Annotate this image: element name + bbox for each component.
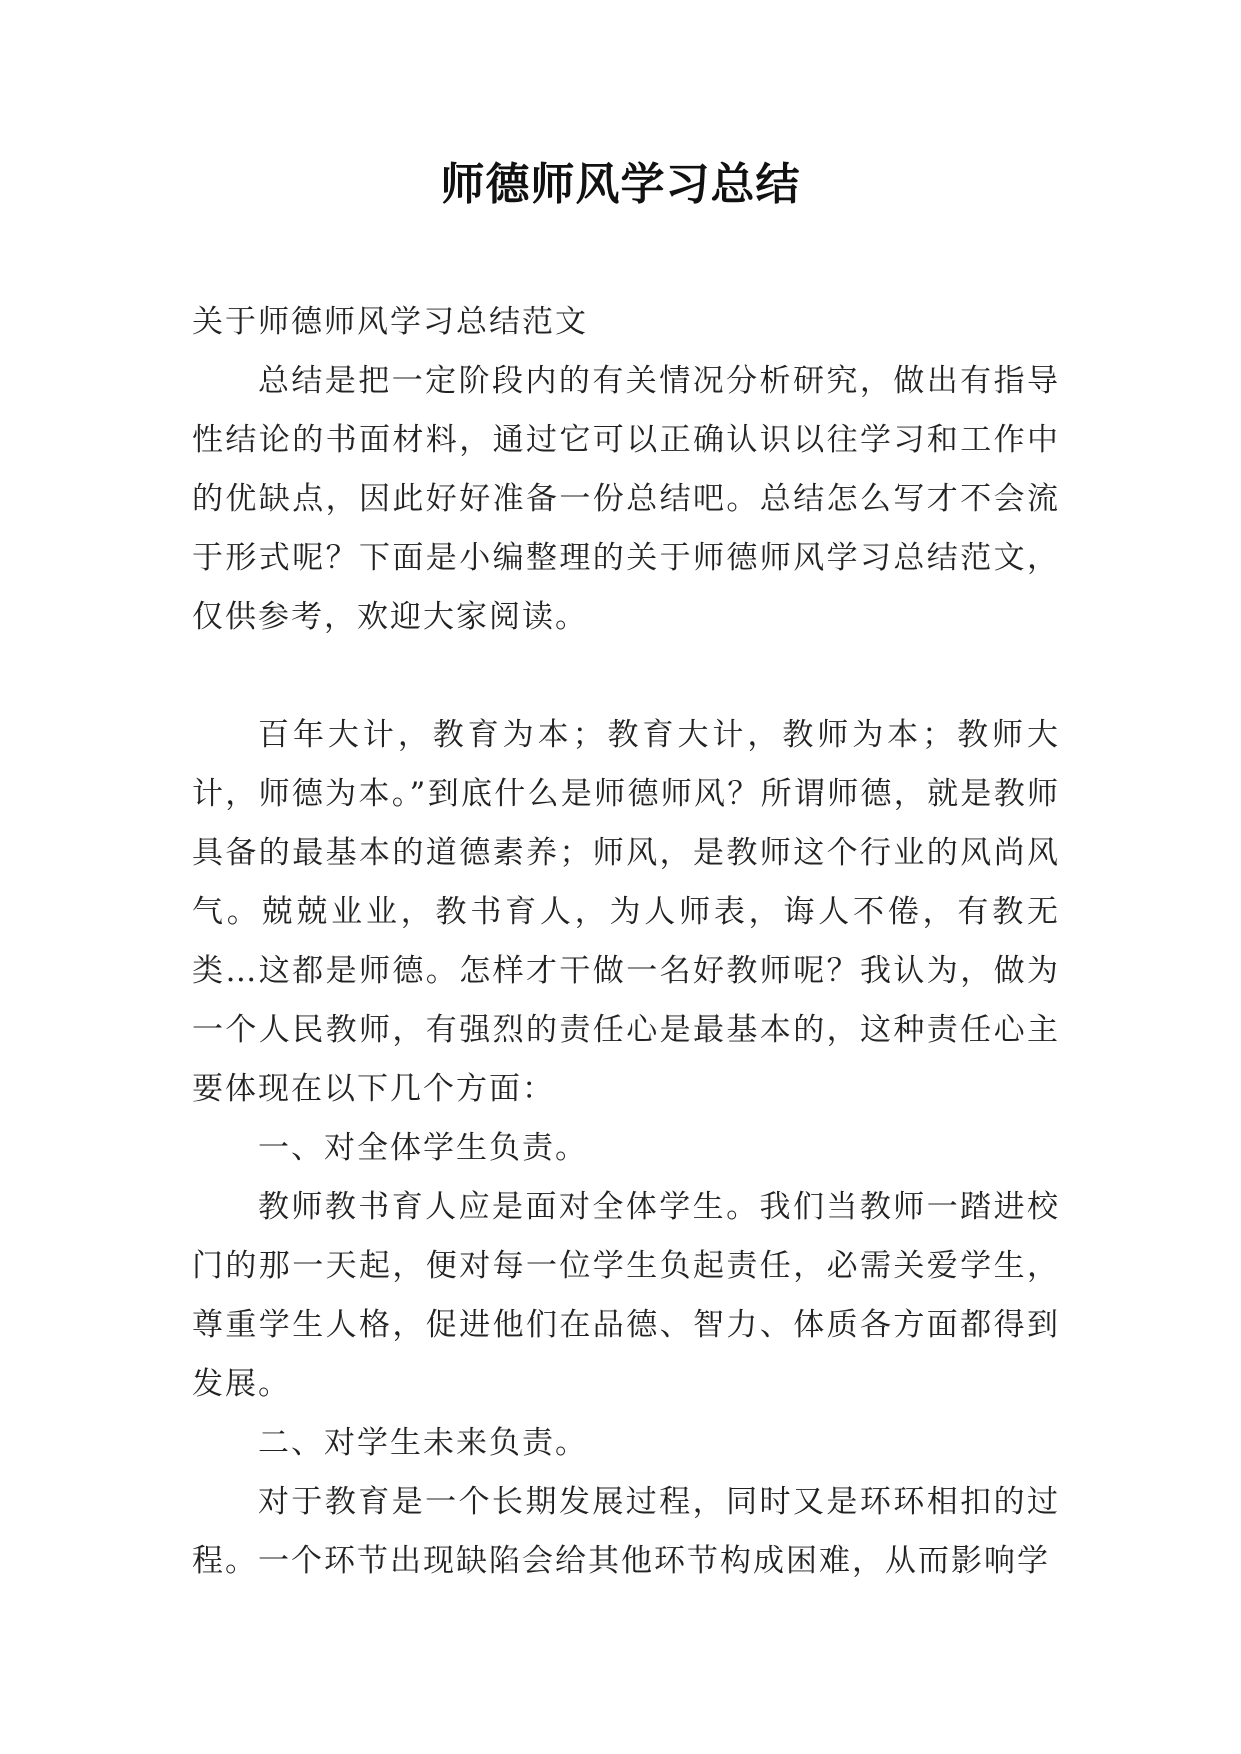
- section-heading-2: 二、对学生未来负责。: [258, 1425, 588, 1461]
- section-heading-1: 一、对全体学生负责。: [258, 1130, 588, 1166]
- document-subtitle: 关于师德师风学习总结范文: [192, 304, 588, 340]
- intro-paragraph: 总结是把一定阶段内的有关情况分析研究，做出有指导性结论的书面材料，通过它可以正确认识以往学习和工作中的优缺点，因此好好准备一份总结吧。总结怎么写才不会流于形式呢？下面是小编整理的关于师德师风学习总结范文，仅供参考，欢迎大家阅读。: [192, 363, 1060, 635]
- document-title: 师德师风学习总结: [440, 159, 801, 210]
- body-paragraph: 百年大计，教育为本；教育大计，教师为本；教师大计，师德为本。”到底什么是师德师风？所谓师德，就是教师具备的最基本的道德素养；师风，是教师这个行业的风尚风气。兢兢业业，教书育人，为人师表，诲人不倦，有教无类…这都是师德。怎样才干做一名好教师呢？我认为，做为一个人民教师，有强烈的责任心是最基本的，这种责任心主要体现在以下几个方面：: [192, 717, 1060, 1107]
- paragraph-spacer: [192, 647, 1060, 706]
- body-paragraph: 教师教书育人应是面对全体学生。我们当教师一踏进校门的那一天起，便对每一位学生负起责任，必需关爱学生，尊重学生人格，促进他们在品德、智力、体质各方面都得到发展。: [192, 1189, 1060, 1402]
- body-paragraph: 对于教育是一个长期发展过程，同时又是环环相扣的过程。一个环节出现缺陷会给其他环节构成困难，从而影响学: [192, 1484, 1060, 1579]
- document-body: [192, 293, 1060, 1591]
